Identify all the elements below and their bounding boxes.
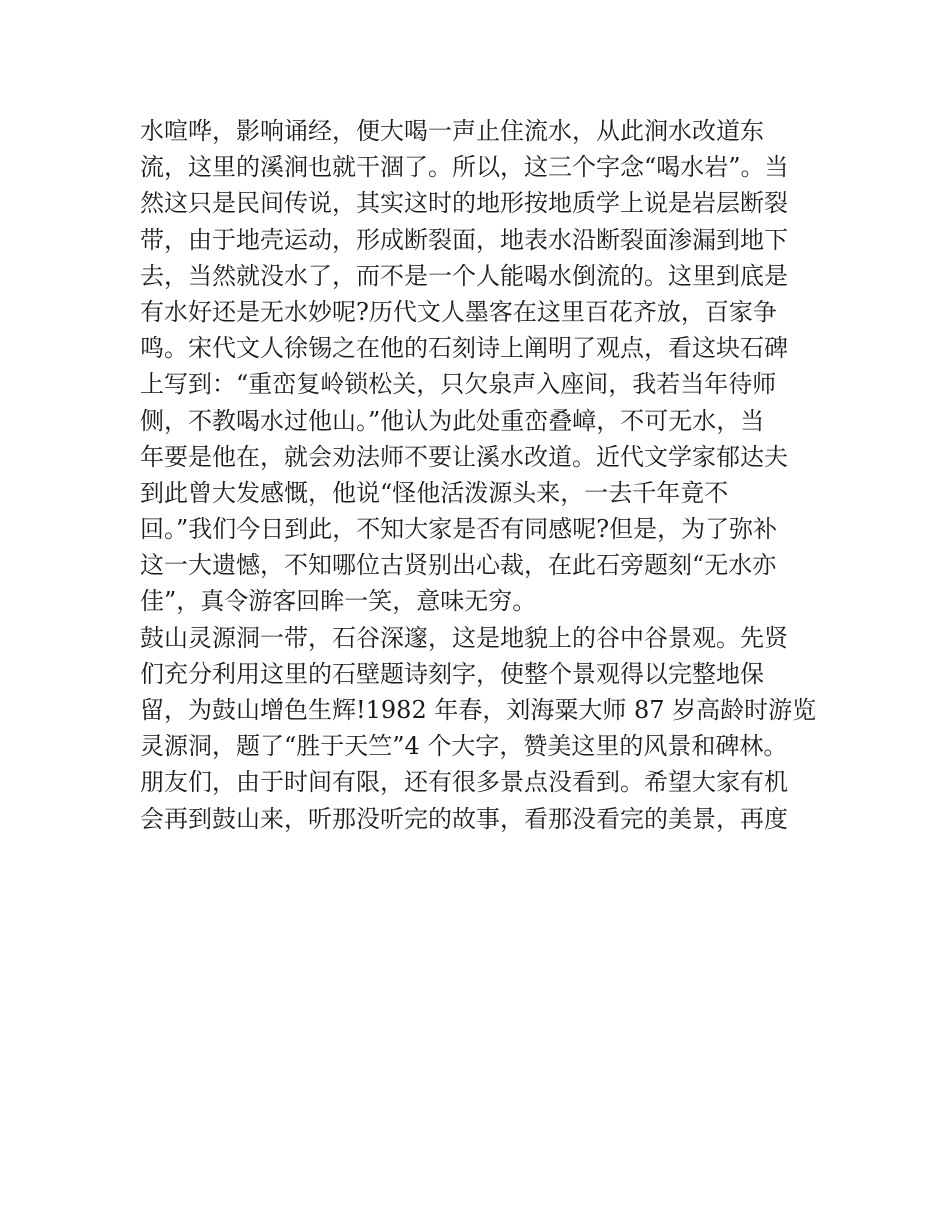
text-line: 年要是他在，就会劝法师不要让溪水改道。近代文学家郁达夫 <box>140 442 788 471</box>
text-line: 带，由于地壳运动，形成断裂面，地表水沿断裂面渗漏到地下 <box>140 225 788 254</box>
text-line: 佳”，真令游客回眸一笑，意味无穷。 <box>140 587 537 616</box>
text-line: 到此曾大发感慨，他说“怪他活泼源头来，一去千年竟不 <box>140 478 729 507</box>
text-line: 去，当然就没水了，而不是一个人能喝水倒流的。这里到底是 <box>140 261 788 290</box>
text-line: 灵源洞，题了“胜于天竺”4 个大字，赞美这里的风景和碑林。 <box>140 732 788 761</box>
text-line: 朋友们，由于时间有限，还有很多景点没看到。希望大家有机 <box>140 768 788 797</box>
text-line: 回。”我们今日到此，不知大家是否有同感呢?但是，为了弥补 <box>140 515 778 544</box>
text-line: 水喧哗，影响诵经，便大喝一声止住流水，从此涧水改道东 <box>140 117 764 145</box>
text-line: 侧，不教喝水过他山。”他认为此处重峦叠嶂，不可无水，当 <box>140 406 765 435</box>
body-text <box>140 113 820 837</box>
text-line: 会再到鼓山来，听那没听完的故事，看那没看完的美景，再度 <box>140 804 788 833</box>
text-line: 们充分利用这里的石壁题诗刻字，使整个景观得以完整地保 <box>140 659 764 688</box>
text-line: 有水好还是无水妙呢?历代文人墨客在这里百花齐放，百家争 <box>140 297 777 326</box>
text-line: 鼓山灵源洞一带，石谷深邃，这是地貌上的谷中谷景观。先贤 <box>140 623 788 652</box>
text-line: 这一大遗憾，不知哪位古贤别出心裁，在此石旁题刻“无水亦 <box>140 551 777 580</box>
text-line: 流，这里的溪涧也就干涸了。所以，这三个字念“喝水岩”。当 <box>140 153 789 182</box>
text-line: 留，为鼓山增色生辉!1982 年春，刘海粟大师 87 岁高龄时游览 <box>140 696 817 724</box>
text-line: 鸣。宋代文人徐锡之在他的石刻诗上阐明了观点，看这块石碑 <box>140 334 788 363</box>
text-line: 上写到：“重峦复岭锁松关，只欠泉声入座间，我若当年待师 <box>140 370 777 399</box>
text-line: 然这只是民间传说，其实这时的地形按地质学上说是岩层断裂 <box>140 189 788 218</box>
